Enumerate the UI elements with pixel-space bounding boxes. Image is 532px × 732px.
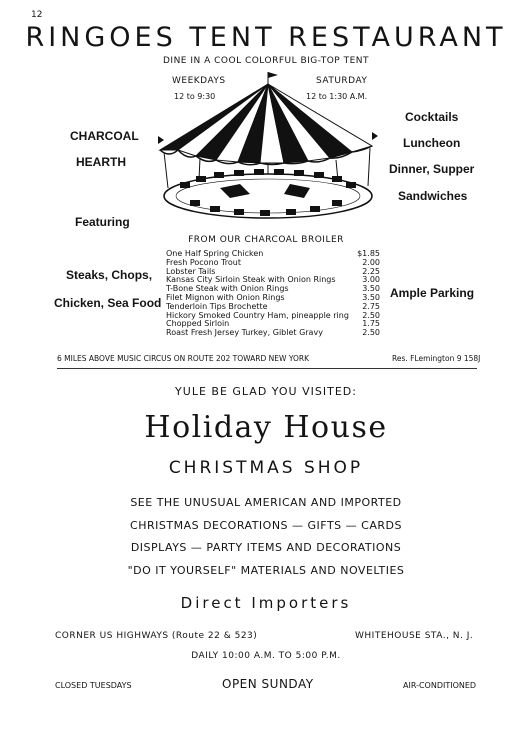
- menu-item: T-Bone Steak with Onion Rings: [166, 284, 289, 294]
- holiday-description: [0, 492, 532, 582]
- holiday-tagline: YULE BE GLAD YOU VISITED:: [175, 385, 357, 398]
- menu-item: Lobster Tails: [166, 266, 216, 276]
- broiler-menu: [166, 250, 380, 338]
- menu-item: Hickory Smoked Country Ham, pineapple ring: [166, 310, 349, 320]
- direct-importers: Direct Importers: [180, 594, 352, 612]
- holiday-house-name: Holiday House: [144, 410, 388, 445]
- description-line: "DO IT YOURSELF" MATERIALS AND NOVELTIES: [127, 563, 405, 577]
- menu-price: 2.75: [362, 301, 380, 311]
- menu-price: 3.50: [362, 284, 380, 294]
- left-label-hearth: HEARTH: [76, 155, 126, 169]
- menu-item: Fresh Pocono Trout: [166, 257, 241, 267]
- left-label-featuring: Featuring: [75, 215, 130, 229]
- left-label-steaks: Steaks, Chops,: [66, 268, 153, 282]
- menu-price: 2.50: [362, 310, 380, 320]
- address-highways: CORNER US HIGHWAYS (Route 22 & 523): [55, 631, 258, 641]
- restaurant-title: RINGOES TENT RESTAURANT: [25, 22, 507, 53]
- page-number: 12: [31, 10, 43, 20]
- menu-price: 2.25: [362, 266, 380, 276]
- menu-price: 2.00: [362, 257, 380, 267]
- menu-item: Filet Mignon with Onion Rings: [166, 292, 285, 302]
- restaurant-location: 6 MILES ABOVE MUSIC CIRCUS ON ROUTE 202 TOWARD NEW YORK: [57, 354, 310, 363]
- right-label-cocktails: Cocktails: [405, 110, 459, 124]
- right-label-luncheon: Luncheon: [403, 136, 461, 150]
- christmas-shop-heading: CHRISTMAS SHOP: [168, 458, 364, 478]
- tent-illustration: [150, 70, 382, 228]
- saturday-label: SATURDAY: [316, 76, 368, 86]
- menu-price: $1.85: [357, 249, 380, 258]
- left-label-chicken: Chicken, Sea Food: [54, 296, 162, 310]
- restaurant-subtitle: DINE IN A COOL COLORFUL BIG-TOP TENT: [162, 56, 369, 66]
- menu-heading: FROM OUR CHARCOAL BROILER: [188, 235, 344, 245]
- menu-price: 2.50: [362, 328, 380, 338]
- menu-item: Roast Fresh Jersey Turkey, Giblet Gravy: [166, 328, 323, 338]
- description-line: CHRISTMAS DECORATIONS — GIFTS — CARDS: [130, 518, 402, 532]
- air-conditioned: AIR-CONDITIONED: [403, 681, 477, 690]
- menu-price: 3.50: [362, 292, 380, 302]
- menu-item: One Half Spring Chicken: [166, 249, 264, 258]
- menu-item: Tenderloin Tips Brochette: [166, 301, 268, 311]
- restaurant-reservations: Res. FLemington 9 158J: [392, 354, 481, 363]
- daily-hours: DAILY 10:00 A.M. TO 5:00 P.M.: [191, 651, 341, 661]
- right-label-parking: Ample Parking: [390, 286, 475, 300]
- open-sunday: OPEN SUNDAY: [222, 677, 314, 691]
- right-label-sandwiches: Sandwiches: [398, 189, 468, 203]
- menu-item: Chopped Sirloin: [166, 319, 230, 329]
- right-label-dinner: Dinner, Supper: [389, 162, 475, 176]
- saturday-hours: 12 to 1:30 A.M.: [306, 92, 368, 101]
- description-line: SEE THE UNUSUAL AMERICAN AND IMPORTED: [130, 496, 402, 509]
- address-town: WHITEHOUSE STA., N. J.: [355, 631, 474, 641]
- weekdays-hours: 12 to 9:30: [174, 92, 216, 101]
- menu-price: 3.00: [362, 275, 380, 285]
- menu-item: Kansas City Sirloin Steak with Onion Rings: [166, 275, 336, 285]
- weekdays-label: WEEKDAYS: [172, 76, 226, 86]
- menu-row: [166, 329, 380, 338]
- left-label-charcoal: CHARCOAL: [70, 129, 139, 143]
- description-line: DISPLAYS — PARTY ITEMS AND DECORATIONS: [130, 541, 402, 554]
- menu-price: 1.75: [362, 319, 380, 329]
- divider-rule: [57, 368, 477, 369]
- closed-tuesdays: CLOSED TUESDAYS: [55, 681, 132, 690]
